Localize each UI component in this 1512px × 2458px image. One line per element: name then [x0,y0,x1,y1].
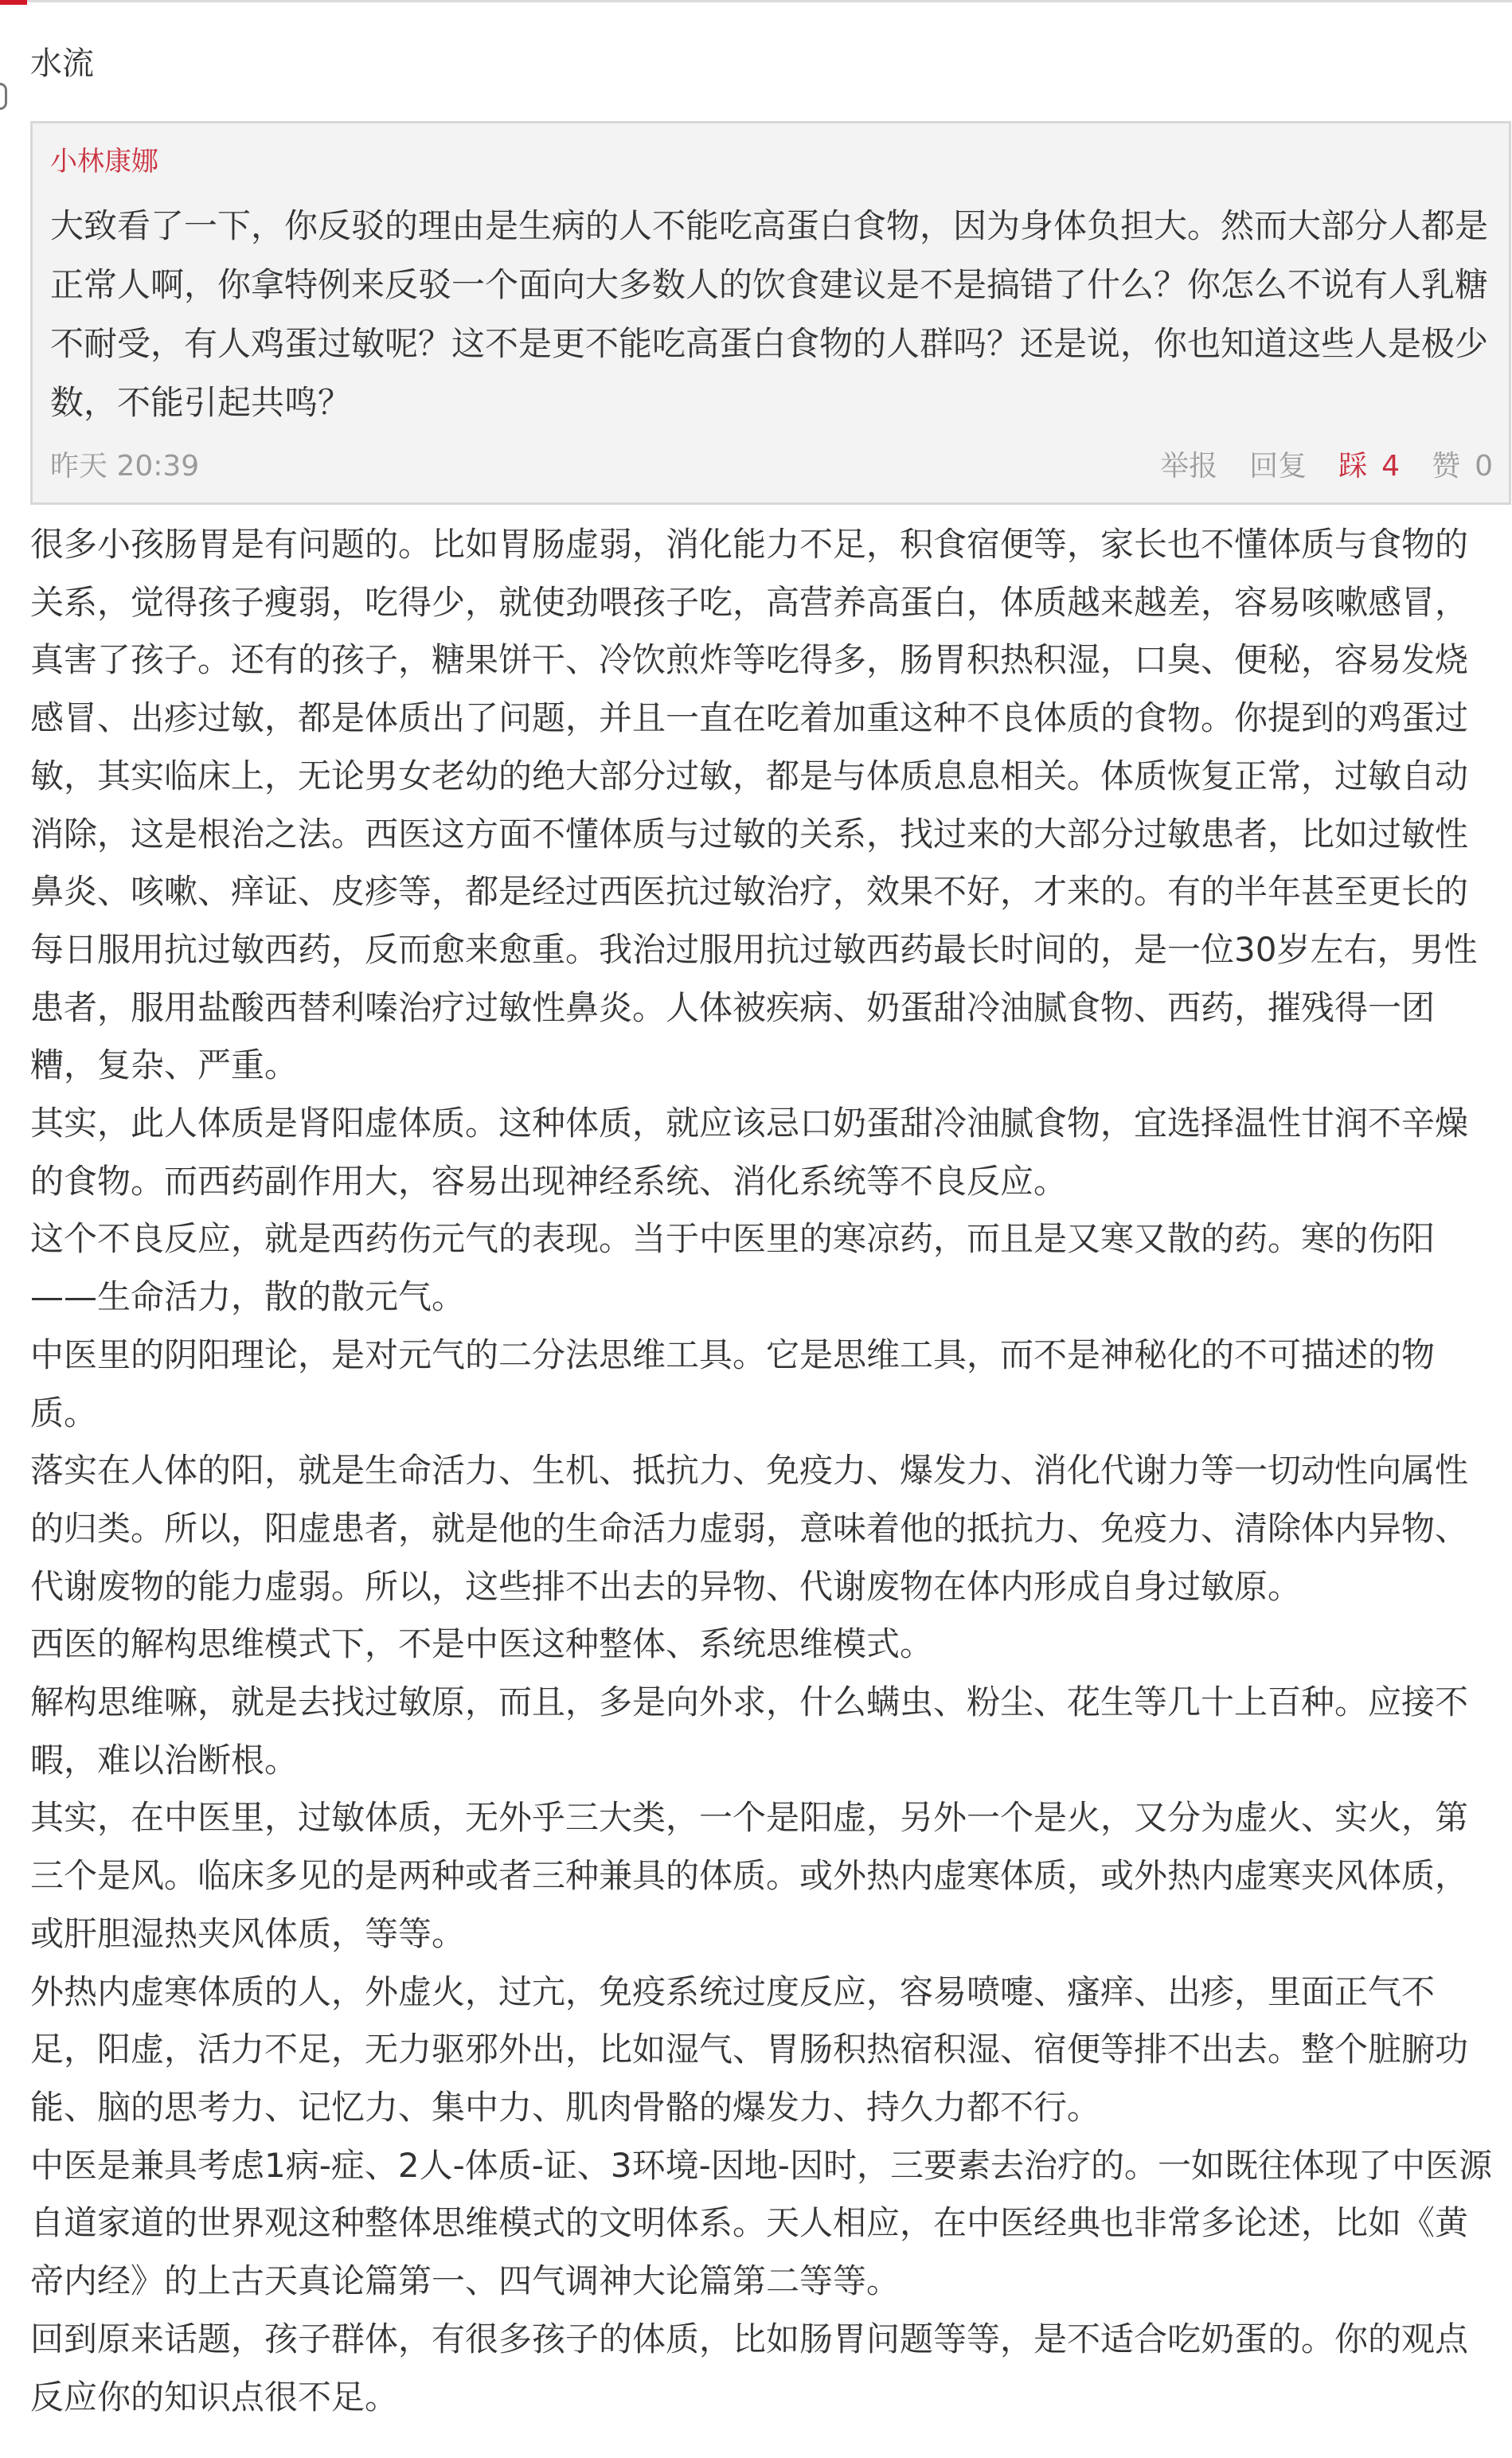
reply-button[interactable]: 回复 [1249,450,1307,483]
like-button[interactable] [1432,447,1493,487]
reply-paragraph: 落实在人体的阳，就是生命活力、生机、抵抗力、免疫力、爆发力、消化代谢力等一切动性向属性的归类。所以，阳虚患者，就是他的生命活力虚弱，意味着他的抵抗力、免疫力、清除体内异物、代谢废物的能力虚弱。所以，这些排不出去的异物、代谢废物在体内形成自身过敏原。 [30,1451,1469,1606]
quoted-comment [30,121,1511,505]
quoted-username[interactable]: 小林康娜 [50,146,158,178]
quoted-text: 大致看了一下，你反驳的理由是生病的人不能吃高蛋白食物，因为身体负担大。然而大部分人都是正常人啊，你拿特例来反驳一个面向大多数人的饮食建议是不是搞错了什么？你怎么不说有人乳糖不耐受，有人鸡蛋过敏呢？这不是更不能吃高蛋白食物的人群吗？还是说，你也知道这些人是极少数，不能引起共鸣？ [50,206,1489,422]
comment-author[interactable]: 水流 [30,45,94,82]
tread-button[interactable] [1338,447,1400,487]
reply-paragraph: 很多小孩肠胃是有问题的。比如胃肠虚弱，消化能力不足，积食宿便等，家长也不懂体质与食物的关系，觉得孩子瘦弱，吃得少，就使劲喂孩子吃，高营养高蛋白，体质越来越差，容易咳嗽感冒，真害了孩子。还有的孩子，糖果饼干、冷饮煎炸等吃得多，肠胃积热积湿，口臭、便秘，容易发烧感冒、出疹过敏，都是体质出了问题，并且一直在吃着加重这种不良体质的食物。你提到的鸡蛋过敏，其实临床上，无论男女老幼的绝大部分过敏，都是与体质息息相关。体质恢复正常，过敏自动消除，这是根治之法。西医这方面不懂体质与过敏的关系，找过来的大部分过敏患者，比如过敏性鼻炎、咳嗽、痒证、皮疹等，都是经过西医抗过敏治疗，效果不好，才来的。有的半年甚至更长的每日服用抗过敏西药，反而愈来愈重。我治过服用抗过敏西药最长时间的，是一位30岁左右，男性患者，服用盐酸西替利嗪治疗过敏性鼻炎。人体被疾病、奶蛋甜冷油腻食物、西药，摧残得一团糟，复杂、严重。 [30,525,1478,1085]
tread-count: 4 [1381,450,1401,483]
tread-label: 踩 [1338,450,1368,483]
report-button[interactable]: 举报 [1160,450,1218,483]
top-accent-bar [0,0,27,5]
reply-paragraph: 解构思维嘛，就是去找过敏原，而且，多是向外求，什么螨虫、粉尘、花生等几十上百种。应接不暇，难以治断根。 [30,1682,1469,1780]
reply-paragraph: 其实，此人体质是肾阳虚体质。这种体质，就应该忌口奶蛋甜冷油腻食物，宜选择温性甘润不辛燥的食物。而西药副作用大，容易出现神经系统、消化系统等不良反应。 [30,1104,1469,1201]
reply-paragraph: 回到原来话题，孩子群体，有很多孩子的体质，比如肠胃问题等等，是不适合吃奶蛋的。你的观点反应你的知识点很不足。 [30,2319,1469,2417]
like-count: 0 [1475,450,1493,483]
top-divider [27,0,1512,2]
reply-paragraph: 西医的解构思维模式下，不是中医这种整体、系统思维模式。 [30,1624,934,1664]
reply-paragraph: 外热内虚寒体质的人，外虚火，过亢，免疫系统过度反应，容易喷嚏、瘙痒、出疹，里面正气不足，阳虚，活力不足，无力驱邪外出，比如湿气、胃肠积热宿积湿、宿便等排不出去。整个脏腑功能、脑的思考力、记忆力、集中力、肌肉骨骼的爆发力、持久力都不行。 [30,1971,1469,2127]
collapse-handle-icon[interactable] [0,83,7,110]
like-label: 赞 [1432,450,1461,483]
quoted-timestamp: 昨天 20:39 [50,450,200,483]
reply-body [30,516,1495,2426]
reply-paragraph: 其实，在中医里，过敏体质，无外乎三大类，一个是阳虚，另外一个是火，又分为虚火、实火，第三个是风。临床多见的是两种或者三种兼具的体质。或外热内虚寒体质，或外热内虚寒夹风体质，或肝胆湿热夹风体质，等等。 [30,1798,1469,1953]
reply-paragraph: 这个不良反应，就是西药伤元气的表现。当于中医里的寒凉药，而且是又寒又散的药。寒的伤阳——生命活力，散的散元气。 [30,1219,1436,1317]
quoted-actions [1160,447,1493,487]
reply-paragraph: 中医是兼具考虑1病-症、2人-体质-证、3环境-因地-因时，三要素去治疗的。一如既往体现了中医源自道家道的世界观这种整体思维模式的文明体系。天人相应，在中医经典也非常多论述，比如《黄帝内经》的上古天真论篇第一、四气调神大论篇第二等等。 [30,2145,1492,2301]
reply-paragraph: 中医里的阴阳理论，是对元气的二分法思维工具。它是思维工具，而不是神秘化的不可描述的物质。 [30,1335,1436,1432]
